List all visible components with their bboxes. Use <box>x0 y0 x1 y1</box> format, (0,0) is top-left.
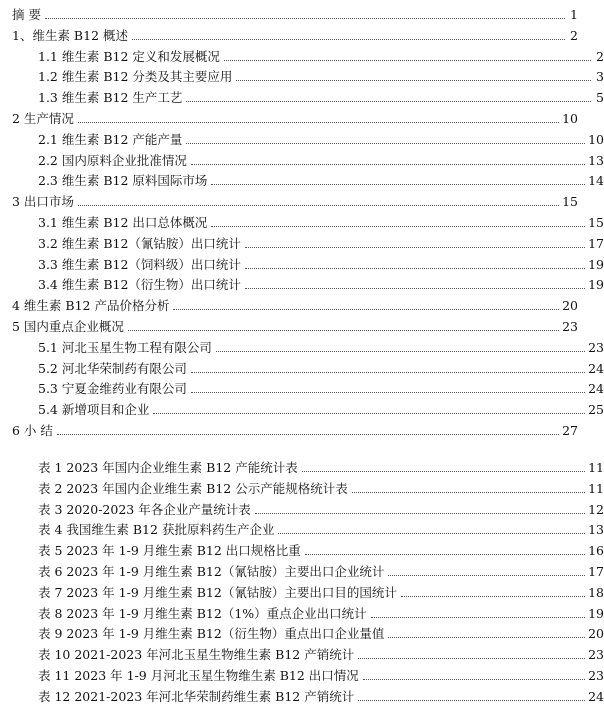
entry-page-number: 10 <box>588 131 604 147</box>
toc-entry[interactable] <box>0 107 578 127</box>
toc-entry[interactable] <box>0 294 578 314</box>
dot-leader <box>211 226 585 227</box>
entry-title: 表 12 2021-2023 年河北华荣制药维生素 B12 产销统计 <box>38 688 355 704</box>
table-list-entry[interactable] <box>0 602 604 622</box>
toc-entry[interactable] <box>0 419 578 439</box>
toc-entry[interactable] <box>0 398 604 418</box>
table-list-entry[interactable] <box>0 518 604 538</box>
entry-page-number: 24 <box>588 688 604 704</box>
table-list-entry[interactable] <box>0 477 604 497</box>
entry-page-number: 24 <box>588 381 604 397</box>
dot-leader <box>211 184 585 185</box>
dot-leader <box>358 658 585 659</box>
entry-page-number: 19 <box>588 277 604 293</box>
table-list-entry[interactable] <box>0 560 604 580</box>
entry-title: 2.3 维生素 B12 原料国际市场 <box>38 173 208 189</box>
dot-leader <box>191 164 585 165</box>
table-list-entry[interactable] <box>0 664 604 684</box>
entry-title: 2.2 国内原料企业批准情况 <box>38 152 187 168</box>
entry-page-number: 17 <box>588 235 604 251</box>
entry-title: 3.1 维生素 B12 出口总体概况 <box>38 215 208 230</box>
table-list-entry[interactable] <box>0 456 604 476</box>
dot-leader <box>236 80 591 81</box>
toc-entry[interactable] <box>0 128 604 148</box>
entry-title: 3.2 维生素 B12（氰钴胺）出口统计 <box>38 235 241 251</box>
entry-title: 1、维生素 B12 概述 <box>12 27 128 43</box>
toc-entry[interactable] <box>0 149 604 169</box>
toc-entry[interactable] <box>0 273 604 293</box>
entry-page-number: 19 <box>588 256 604 272</box>
entry-title: 3.3 维生素 B12（饲料级）出口统计 <box>38 256 241 272</box>
toc-entry[interactable] <box>0 169 604 189</box>
toc-entry[interactable] <box>0 357 604 377</box>
table-list-entry[interactable] <box>0 498 604 518</box>
dot-leader <box>173 309 559 310</box>
entry-title: 3 出口市场 <box>12 194 74 210</box>
entry-title: 摘 要 <box>12 7 41 22</box>
entry-title: 6 小 结 <box>12 423 53 438</box>
dot-leader <box>45 18 565 19</box>
entry-page-number: 13 <box>588 522 604 538</box>
dot-leader <box>302 471 585 472</box>
toc-entry[interactable] <box>0 315 578 335</box>
entry-page-number: 15 <box>562 194 578 210</box>
dot-leader <box>255 513 585 514</box>
entry-page-number: 11 <box>588 460 604 475</box>
dot-leader <box>245 288 585 289</box>
dot-leader <box>352 492 585 493</box>
table-list-entry[interactable] <box>0 581 604 601</box>
dot-leader <box>245 247 585 248</box>
entry-page-number: 1 <box>570 7 578 22</box>
entry-title: 表 2 2023 年国内企业维生素 B12 公示产能规格统计表 <box>38 480 348 496</box>
toc-entry[interactable] <box>0 190 578 210</box>
entry-title: 表 6 2023 年 1-9 月维生素 B12（氰钴胺）主要出口企业统计 <box>38 564 385 579</box>
toc-entry[interactable] <box>0 24 578 44</box>
entry-page-number: 14 <box>588 173 604 189</box>
entry-title: 4 维生素 B12 产品价格分析 <box>12 298 170 314</box>
entry-page-number: 23 <box>588 339 604 355</box>
dot-leader <box>305 554 585 555</box>
toc-entry[interactable] <box>0 65 604 85</box>
entry-page-number: 23 <box>588 647 604 663</box>
dot-leader <box>278 533 585 534</box>
table-list-entry[interactable] <box>0 643 604 663</box>
entry-page-number: 10 <box>562 111 578 126</box>
entry-title: 表 5 2023 年 1-9 月维生素 B12 出口规格比重 <box>38 543 301 559</box>
entry-page-number: 12 <box>588 501 604 517</box>
entry-page-number: 24 <box>588 360 604 376</box>
entry-page-number: 20 <box>588 626 604 642</box>
entry-title: 表 11 2023 年 1-9 月河北玉星生物维生素 B12 出口情况 <box>38 668 359 683</box>
dot-leader <box>132 39 565 40</box>
entry-title: 表 3 2020-2023 年各企业产量统计表 <box>38 501 251 517</box>
entry-title: 5.2 河北华荣制药有限公司 <box>38 360 187 376</box>
dot-leader <box>401 596 585 597</box>
toc-entry[interactable] <box>0 45 604 65</box>
entry-page-number: 2 <box>596 48 604 64</box>
toc-entry[interactable] <box>0 253 604 273</box>
entry-title: 表 1 2023 年国内企业维生素 B12 产能统计表 <box>38 460 298 475</box>
entry-page-number: 17 <box>588 564 604 579</box>
entry-title: 表 9 2023 年 1-9 月维生素 B12（衍生物）重点出口企业量值 <box>38 626 385 642</box>
entry-page-number: 15 <box>588 215 604 230</box>
dot-leader <box>128 330 559 331</box>
entry-page-number: 11 <box>588 480 604 496</box>
dot-leader <box>388 575 585 576</box>
toc-entry[interactable] <box>0 211 604 231</box>
entry-page-number: 27 <box>562 423 578 438</box>
dot-leader <box>186 101 591 102</box>
entry-page-number: 16 <box>588 543 604 559</box>
entry-page-number: 2 <box>570 27 578 43</box>
entry-title: 5.3 宁夏金维药业有限公司 <box>38 381 187 397</box>
entry-page-number: 20 <box>562 298 578 314</box>
entry-page-number: 3 <box>596 69 604 85</box>
entry-title: 表 8 2023 年 1-9 月维生素 B12（1%）重点企业出口统计 <box>38 605 367 621</box>
entry-title: 2 生产情况 <box>12 111 74 126</box>
entry-title: 表 10 2021-2023 年河北玉星生物维生素 B12 产销统计 <box>38 647 355 663</box>
entry-title: 1.2 维生素 B12 分类及其主要应用 <box>38 69 233 85</box>
entry-title: 5.4 新增项目和企业 <box>38 402 150 418</box>
entry-page-number: 5 <box>596 90 604 106</box>
entry-title: 表 7 2023 年 1-9 月维生素 B12（氰钴胺）主要出口目的国统计 <box>38 584 397 600</box>
entry-title: 2.1 维生素 B12 产能产量 <box>38 131 183 147</box>
dot-leader <box>371 617 585 618</box>
dot-leader <box>78 205 559 206</box>
entry-page-number: 23 <box>588 668 604 683</box>
table-list-entry[interactable] <box>0 539 604 559</box>
entry-title: 3.4 维生素 B12（衍生物）出口统计 <box>38 277 241 293</box>
entry-title: 表 4 我国维生素 B12 获批原料药生产企业 <box>38 522 275 538</box>
toc-entry[interactable] <box>0 3 578 23</box>
dot-leader <box>388 637 585 638</box>
toc-entry[interactable] <box>0 232 604 252</box>
table-list-entry[interactable] <box>0 622 604 642</box>
dot-leader <box>363 679 585 680</box>
entry-title: 5.1 河北玉星生物工程有限公司 <box>38 339 212 355</box>
entry-page-number: 23 <box>562 319 578 334</box>
entry-page-number: 18 <box>588 584 604 600</box>
toc-entry[interactable] <box>0 86 604 106</box>
dot-leader <box>224 60 591 61</box>
dot-leader <box>78 122 559 123</box>
table-list-entry[interactable] <box>0 685 604 705</box>
dot-leader <box>153 413 585 414</box>
entry-title: 1.3 维生素 B12 生产工艺 <box>38 90 183 106</box>
dot-leader <box>191 392 585 393</box>
entry-title: 1.1 维生素 B12 定义和发展概况 <box>38 48 220 64</box>
toc-entry[interactable] <box>0 336 604 356</box>
dot-leader <box>57 434 559 435</box>
dot-leader <box>245 268 585 269</box>
dot-leader <box>216 351 585 352</box>
dot-leader <box>191 372 585 373</box>
toc-entry[interactable] <box>0 377 604 397</box>
entry-title: 5 国内重点企业概况 <box>12 319 124 334</box>
entry-page-number: 25 <box>588 402 604 418</box>
entry-page-number: 13 <box>588 152 604 168</box>
dot-leader <box>186 143 585 144</box>
dot-leader <box>358 700 585 701</box>
entry-page-number: 19 <box>588 605 604 621</box>
